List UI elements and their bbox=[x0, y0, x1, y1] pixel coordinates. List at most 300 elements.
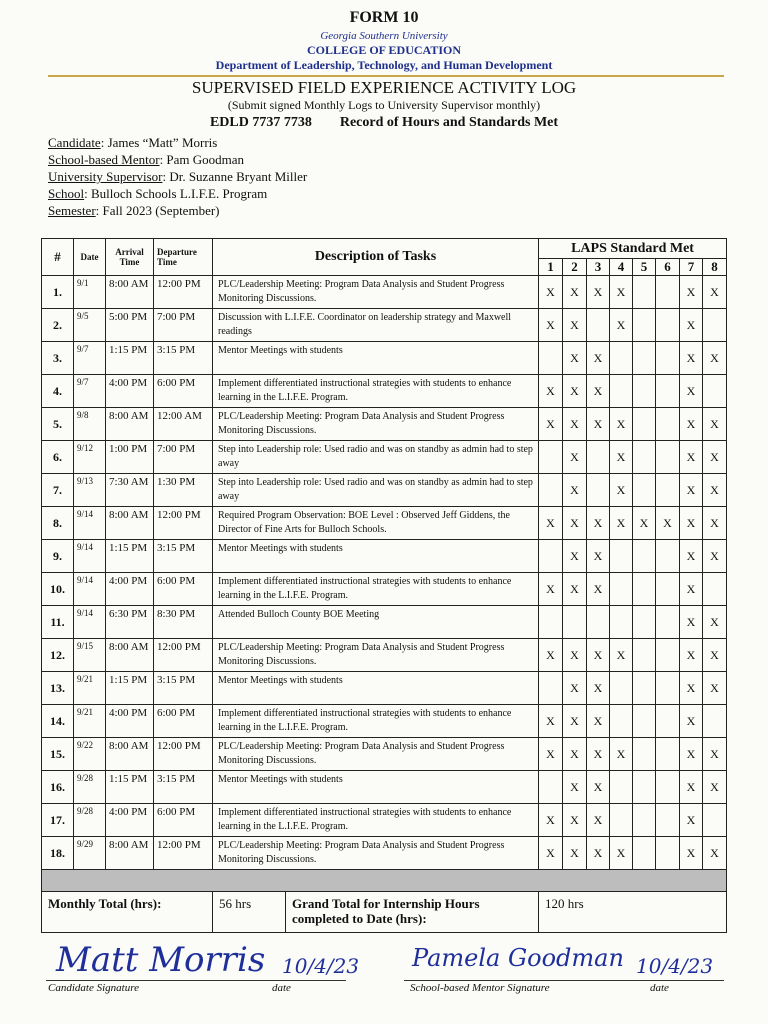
standard-mark: X bbox=[680, 540, 703, 573]
standard-mark bbox=[656, 837, 680, 870]
standard-mark bbox=[703, 705, 727, 738]
standard-mark: X bbox=[563, 672, 587, 705]
standard-mark: X bbox=[610, 507, 633, 540]
standard-mark bbox=[610, 672, 633, 705]
candidate-signature: Matt Morris bbox=[56, 940, 266, 980]
standard-mark: X bbox=[563, 804, 587, 837]
separator-row bbox=[42, 870, 727, 892]
semester-label: Semester bbox=[48, 203, 96, 218]
standard-mark: X bbox=[539, 738, 563, 771]
standard-mark: X bbox=[680, 672, 703, 705]
row-description: Step into Leadership role: Used radio and was on standby as admin had to step away bbox=[213, 474, 539, 507]
standard-mark: X bbox=[563, 837, 587, 870]
row-number: 17. bbox=[42, 804, 74, 837]
standard-mark bbox=[610, 705, 633, 738]
standard-mark bbox=[539, 606, 563, 639]
grand-total-label: Grand Total for Internship Hours completed to Date (hrs): bbox=[292, 896, 480, 926]
totals-middle bbox=[213, 892, 539, 933]
standard-mark: X bbox=[563, 573, 587, 606]
table-row bbox=[42, 672, 727, 705]
standard-mark bbox=[633, 375, 656, 408]
standard-mark: X bbox=[539, 507, 563, 540]
standard-mark bbox=[703, 375, 727, 408]
standard-mark bbox=[633, 672, 656, 705]
row-arrival: 4:00 PM bbox=[106, 375, 154, 408]
row-number: 6. bbox=[42, 441, 74, 474]
row-departure: 12:00 PM bbox=[154, 738, 213, 771]
row-description: Attended Bulloch County BOE Meeting bbox=[213, 606, 539, 639]
monthly-total-label: Monthly Total (hrs): bbox=[42, 892, 213, 933]
standard-mark: X bbox=[680, 771, 703, 804]
standard-mark bbox=[633, 441, 656, 474]
row-description: Step into Leadership role: Used radio and was on standby as admin had to step away bbox=[213, 441, 539, 474]
candidate-value: : James “Matt” Morris bbox=[100, 135, 218, 150]
row-number: 5. bbox=[42, 408, 74, 441]
candidate-date-label: date bbox=[272, 982, 291, 994]
standard-mark bbox=[587, 309, 610, 342]
activity-log-table bbox=[41, 238, 727, 933]
standard-mark bbox=[539, 441, 563, 474]
mentor-label: School-based Mentor bbox=[48, 152, 160, 167]
candidate-signature-label: Candidate Signature bbox=[48, 982, 139, 994]
standard-mark: X bbox=[587, 771, 610, 804]
col-departure-header: Departure Time bbox=[154, 239, 213, 276]
row-date: 9/13 bbox=[74, 474, 106, 507]
semester-line bbox=[48, 202, 307, 219]
col-description-header: Description of Tasks bbox=[213, 239, 539, 276]
table-row bbox=[42, 639, 727, 672]
standard-mark: X bbox=[680, 441, 703, 474]
standard-mark: X bbox=[610, 639, 633, 672]
standard-mark bbox=[656, 309, 680, 342]
standard-mark: X bbox=[680, 837, 703, 870]
totals-row bbox=[42, 892, 727, 933]
row-date: 9/28 bbox=[74, 771, 106, 804]
standard-mark: X bbox=[680, 342, 703, 375]
mentor-date-label: date bbox=[650, 982, 669, 994]
standard-mark bbox=[656, 408, 680, 441]
row-description: Implement differentiated instructional strategies with students to enhance learning in the L.I.F.E. Program. bbox=[213, 804, 539, 837]
standard-mark: X bbox=[539, 276, 563, 309]
row-arrival: 5:00 PM bbox=[106, 309, 154, 342]
standard-mark: X bbox=[587, 837, 610, 870]
standard-mark bbox=[656, 474, 680, 507]
row-description: Required Program Observation: BOE Level : Observed Jeff Giddens, the Director of Fine Arts for Bulloch Schools. bbox=[213, 507, 539, 540]
standard-mark: X bbox=[587, 738, 610, 771]
row-number: 14. bbox=[42, 705, 74, 738]
monthly-total-value: 56 hrs bbox=[213, 892, 286, 932]
standard-mark bbox=[539, 771, 563, 804]
row-arrival: 1:15 PM bbox=[106, 672, 154, 705]
table-row bbox=[42, 342, 727, 375]
standard-mark: X bbox=[680, 639, 703, 672]
standard-mark: X bbox=[563, 342, 587, 375]
standard-mark: X bbox=[563, 375, 587, 408]
row-date: 9/21 bbox=[74, 705, 106, 738]
standard-mark: X bbox=[703, 276, 727, 309]
standard-mark bbox=[656, 606, 680, 639]
standard-mark bbox=[656, 639, 680, 672]
mentor-signature: Pamela Goodman bbox=[412, 944, 624, 972]
standard-mark: X bbox=[703, 738, 727, 771]
standard-mark bbox=[610, 606, 633, 639]
row-arrival: 8:00 AM bbox=[106, 507, 154, 540]
row-arrival: 8:00 AM bbox=[106, 837, 154, 870]
standard-8-header: 8 bbox=[703, 259, 727, 276]
standard-mark: X bbox=[610, 408, 633, 441]
standard-mark: X bbox=[587, 573, 610, 606]
standard-mark: X bbox=[539, 408, 563, 441]
row-departure: 12:00 AM bbox=[154, 408, 213, 441]
standard-mark: X bbox=[563, 408, 587, 441]
standard-mark: X bbox=[703, 408, 727, 441]
row-arrival: 8:00 AM bbox=[106, 738, 154, 771]
standard-mark: X bbox=[610, 309, 633, 342]
row-arrival: 1:15 PM bbox=[106, 540, 154, 573]
table-row bbox=[42, 507, 727, 540]
standard-mark: X bbox=[610, 276, 633, 309]
standard-mark bbox=[633, 771, 656, 804]
standard-mark: X bbox=[680, 309, 703, 342]
candidate-label: Candidate bbox=[48, 135, 101, 150]
semester-value: : Fall 2023 (September) bbox=[95, 203, 220, 218]
row-description: PLC/Leadership Meeting: Program Data Analysis and Student Progress Monitoring Discussions. bbox=[213, 276, 539, 309]
standard-mark: X bbox=[563, 771, 587, 804]
standard-mark bbox=[633, 309, 656, 342]
row-description: Mentor Meetings with students bbox=[213, 771, 539, 804]
course-code: EDLD 7737 7738 bbox=[209, 115, 312, 130]
standard-mark bbox=[633, 639, 656, 672]
standard-mark: X bbox=[563, 441, 587, 474]
row-number: 9. bbox=[42, 540, 74, 573]
mentor-signature-label: School-based Mentor Signature bbox=[410, 982, 550, 994]
standard-mark bbox=[633, 837, 656, 870]
candidate-line bbox=[48, 134, 307, 151]
row-departure: 6:00 PM bbox=[154, 804, 213, 837]
standard-mark bbox=[633, 606, 656, 639]
row-departure: 6:00 PM bbox=[154, 573, 213, 606]
table-row bbox=[42, 804, 727, 837]
standard-mark bbox=[587, 606, 610, 639]
standard-mark: X bbox=[703, 771, 727, 804]
standard-mark: X bbox=[680, 573, 703, 606]
standard-mark bbox=[703, 573, 727, 606]
row-date: 9/12 bbox=[74, 441, 106, 474]
standard-mark: X bbox=[563, 705, 587, 738]
log-body bbox=[42, 276, 727, 870]
standard-mark bbox=[633, 738, 656, 771]
standard-mark: X bbox=[587, 276, 610, 309]
row-date: 9/1 bbox=[74, 276, 106, 309]
table-row bbox=[42, 705, 727, 738]
standard-6-header: 6 bbox=[656, 259, 680, 276]
row-arrival: 1:00 PM bbox=[106, 441, 154, 474]
row-number: 15. bbox=[42, 738, 74, 771]
standard-mark: X bbox=[703, 606, 727, 639]
mentor-line bbox=[48, 151, 307, 168]
standard-mark bbox=[656, 276, 680, 309]
row-arrival: 1:15 PM bbox=[106, 342, 154, 375]
standard-4-header: 4 bbox=[610, 259, 633, 276]
standard-mark bbox=[633, 342, 656, 375]
row-number: 11. bbox=[42, 606, 74, 639]
col-arrival-header: Arrival Time bbox=[106, 239, 154, 276]
standard-mark: X bbox=[563, 738, 587, 771]
standard-7-header: 7 bbox=[680, 259, 703, 276]
row-description: PLC/Leadership Meeting: Program Data Analysis and Student Progress Monitoring Discussions. bbox=[213, 738, 539, 771]
row-description: PLC/Leadership Meeting: Program Data Analysis and Student Progress Monitoring Discussions. bbox=[213, 639, 539, 672]
header-divider bbox=[48, 75, 724, 77]
row-arrival: 8:00 AM bbox=[106, 408, 154, 441]
standard-mark: X bbox=[563, 540, 587, 573]
row-departure: 6:00 PM bbox=[154, 375, 213, 408]
standard-mark bbox=[633, 705, 656, 738]
row-departure: 7:00 PM bbox=[154, 309, 213, 342]
standard-mark: X bbox=[587, 639, 610, 672]
row-arrival: 8:00 AM bbox=[106, 276, 154, 309]
standard-mark: X bbox=[587, 342, 610, 375]
standard-3-header: 3 bbox=[587, 259, 610, 276]
row-description: PLC/Leadership Meeting: Program Data Analysis and Student Progress Monitoring Discussions. bbox=[213, 837, 539, 870]
table-row bbox=[42, 276, 727, 309]
standard-mark: X bbox=[680, 606, 703, 639]
standard-mark bbox=[539, 540, 563, 573]
standard-mark: X bbox=[563, 474, 587, 507]
standard-mark bbox=[610, 540, 633, 573]
standard-mark: X bbox=[539, 309, 563, 342]
standard-mark: X bbox=[633, 507, 656, 540]
standard-mark bbox=[587, 441, 610, 474]
standard-mark bbox=[656, 573, 680, 606]
standard-mark: X bbox=[587, 540, 610, 573]
mentor-signature-line bbox=[404, 980, 724, 981]
standard-mark: X bbox=[680, 804, 703, 837]
row-date: 9/21 bbox=[74, 672, 106, 705]
row-date: 9/22 bbox=[74, 738, 106, 771]
standard-mark bbox=[633, 573, 656, 606]
supervisor-label: University Supervisor bbox=[48, 169, 163, 184]
row-date: 9/14 bbox=[74, 606, 106, 639]
standard-mark: X bbox=[703, 474, 727, 507]
row-description: Implement differentiated instructional strategies with students to enhance learning in the L.I.F.E. Program. bbox=[213, 573, 539, 606]
row-departure: 7:00 PM bbox=[154, 441, 213, 474]
grand-total-value: 120 hrs bbox=[539, 892, 727, 933]
row-number: 16. bbox=[42, 771, 74, 804]
school-value: : Bulloch Schools L.I.F.E. Program bbox=[84, 186, 268, 201]
standard-mark bbox=[610, 375, 633, 408]
standard-mark bbox=[656, 540, 680, 573]
row-description: Mentor Meetings with students bbox=[213, 540, 539, 573]
row-departure: 3:15 PM bbox=[154, 540, 213, 573]
separator-cell bbox=[42, 870, 727, 892]
school-line bbox=[48, 185, 307, 202]
standard-mark: X bbox=[563, 309, 587, 342]
row-number: 2. bbox=[42, 309, 74, 342]
table-row bbox=[42, 408, 727, 441]
table-row bbox=[42, 606, 727, 639]
standard-mark: X bbox=[703, 672, 727, 705]
row-departure: 12:00 PM bbox=[154, 276, 213, 309]
row-number: 8. bbox=[42, 507, 74, 540]
school-label: School bbox=[48, 186, 85, 201]
standard-mark bbox=[703, 309, 727, 342]
standard-mark: X bbox=[587, 672, 610, 705]
row-arrival: 4:00 PM bbox=[106, 705, 154, 738]
row-departure: 12:00 PM bbox=[154, 507, 213, 540]
row-date: 9/14 bbox=[74, 573, 106, 606]
table-row bbox=[42, 309, 727, 342]
department-name: Department of Leadership, Technology, and Human Development bbox=[215, 58, 553, 72]
candidate-signature-line bbox=[46, 980, 346, 981]
standard-mark: X bbox=[587, 375, 610, 408]
standard-mark bbox=[656, 441, 680, 474]
standard-mark bbox=[656, 771, 680, 804]
log-title: SUPERVISED FIELD EXPERIENCE ACTIVITY LOG bbox=[191, 78, 577, 97]
standard-mark: X bbox=[539, 837, 563, 870]
row-description: Mentor Meetings with students bbox=[213, 672, 539, 705]
standard-mark: X bbox=[563, 276, 587, 309]
standard-mark: X bbox=[680, 408, 703, 441]
col-number-header: # bbox=[42, 239, 74, 276]
row-date: 9/7 bbox=[74, 375, 106, 408]
standard-mark: X bbox=[703, 441, 727, 474]
standard-5-header: 5 bbox=[633, 259, 656, 276]
mentor-value: : Pam Goodman bbox=[159, 152, 245, 167]
standard-mark bbox=[703, 804, 727, 837]
standard-mark: X bbox=[680, 507, 703, 540]
row-number: 7. bbox=[42, 474, 74, 507]
submit-note: (Submit signed Monthly Logs to University Supervisor monthly) bbox=[227, 98, 541, 112]
standard-mark: X bbox=[610, 441, 633, 474]
row-departure: 3:15 PM bbox=[154, 771, 213, 804]
standard-mark bbox=[656, 375, 680, 408]
standard-mark: X bbox=[680, 276, 703, 309]
row-date: 9/7 bbox=[74, 342, 106, 375]
standard-mark: X bbox=[539, 804, 563, 837]
standard-mark: X bbox=[539, 573, 563, 606]
university-name: Georgia Southern University bbox=[320, 30, 448, 42]
standard-mark: X bbox=[610, 474, 633, 507]
standard-mark bbox=[633, 540, 656, 573]
table-row bbox=[42, 573, 727, 606]
col-date-header: Date bbox=[74, 239, 106, 276]
table-row bbox=[42, 441, 727, 474]
standard-mark: X bbox=[680, 738, 703, 771]
row-departure: 3:15 PM bbox=[154, 342, 213, 375]
standard-mark bbox=[539, 474, 563, 507]
row-departure: 12:00 PM bbox=[154, 639, 213, 672]
standard-mark: X bbox=[680, 474, 703, 507]
standard-mark: X bbox=[703, 639, 727, 672]
standard-2-header: 2 bbox=[563, 259, 587, 276]
row-arrival: 6:30 PM bbox=[106, 606, 154, 639]
row-date: 9/5 bbox=[74, 309, 106, 342]
row-arrival: 1:15 PM bbox=[106, 771, 154, 804]
candidate-info bbox=[48, 134, 307, 219]
standard-mark bbox=[656, 738, 680, 771]
standard-mark: X bbox=[610, 837, 633, 870]
table-row bbox=[42, 474, 727, 507]
row-departure: 3:15 PM bbox=[154, 672, 213, 705]
standard-mark: X bbox=[680, 705, 703, 738]
standard-mark: X bbox=[587, 408, 610, 441]
course-line bbox=[0, 115, 768, 131]
row-departure: 1:30 PM bbox=[154, 474, 213, 507]
row-arrival: 4:00 PM bbox=[106, 573, 154, 606]
standard-mark bbox=[610, 771, 633, 804]
standard-mark bbox=[656, 804, 680, 837]
standard-mark bbox=[563, 606, 587, 639]
row-arrival: 8:00 AM bbox=[106, 639, 154, 672]
standard-mark: X bbox=[610, 738, 633, 771]
standard-mark: X bbox=[539, 705, 563, 738]
row-departure: 12:00 PM bbox=[154, 837, 213, 870]
standard-mark bbox=[610, 804, 633, 837]
standard-mark: X bbox=[587, 705, 610, 738]
table-row bbox=[42, 375, 727, 408]
row-number: 1. bbox=[42, 276, 74, 309]
standard-mark bbox=[633, 804, 656, 837]
row-description: Implement differentiated instructional strategies with students to enhance learning in the L.I.F.E. Program. bbox=[213, 705, 539, 738]
standard-mark bbox=[610, 342, 633, 375]
row-number: 10. bbox=[42, 573, 74, 606]
row-description: Implement differentiated instructional strategies with students to enhance learning in the L.I.F.E. Program. bbox=[213, 375, 539, 408]
row-date: 9/29 bbox=[74, 837, 106, 870]
standard-mark bbox=[633, 474, 656, 507]
standard-mark bbox=[539, 672, 563, 705]
supervisor-line bbox=[48, 168, 307, 185]
row-description: Mentor Meetings with students bbox=[213, 342, 539, 375]
row-arrival: 7:30 AM bbox=[106, 474, 154, 507]
row-arrival: 4:00 PM bbox=[106, 804, 154, 837]
standard-mark: X bbox=[587, 804, 610, 837]
row-number: 4. bbox=[42, 375, 74, 408]
standard-mark: X bbox=[656, 507, 680, 540]
standard-mark: X bbox=[563, 507, 587, 540]
row-number: 3. bbox=[42, 342, 74, 375]
standard-1-header: 1 bbox=[539, 259, 563, 276]
table-row bbox=[42, 771, 727, 804]
row-description: Discussion with L.I.F.E. Coordinator on leadership strategy and Maxwell readings bbox=[213, 309, 539, 342]
standard-mark: X bbox=[563, 639, 587, 672]
standard-mark: X bbox=[703, 342, 727, 375]
standard-mark: X bbox=[539, 639, 563, 672]
standard-mark bbox=[656, 342, 680, 375]
row-description: PLC/Leadership Meeting: Program Data Analysis and Student Progress Monitoring Discussions. bbox=[213, 408, 539, 441]
standard-mark bbox=[633, 276, 656, 309]
candidate-sign-date: 10/4/23 bbox=[282, 954, 360, 978]
row-number: 13. bbox=[42, 672, 74, 705]
row-date: 9/14 bbox=[74, 507, 106, 540]
laps-standard-header: LAPS Standard Met bbox=[539, 239, 727, 259]
row-departure: 8:30 PM bbox=[154, 606, 213, 639]
row-departure: 6:00 PM bbox=[154, 705, 213, 738]
row-date: 9/8 bbox=[74, 408, 106, 441]
supervisor-value: : Dr. Suzanne Bryant Miller bbox=[162, 169, 308, 184]
standard-mark: X bbox=[587, 507, 610, 540]
standard-mark bbox=[539, 342, 563, 375]
standard-mark: X bbox=[703, 837, 727, 870]
standard-mark: X bbox=[680, 375, 703, 408]
form-number: FORM 10 bbox=[349, 9, 419, 26]
row-number: 12. bbox=[42, 639, 74, 672]
table-row bbox=[42, 738, 727, 771]
row-date: 9/28 bbox=[74, 804, 106, 837]
standard-mark bbox=[633, 408, 656, 441]
row-number: 18. bbox=[42, 837, 74, 870]
standard-mark bbox=[656, 705, 680, 738]
table-row bbox=[42, 837, 727, 870]
